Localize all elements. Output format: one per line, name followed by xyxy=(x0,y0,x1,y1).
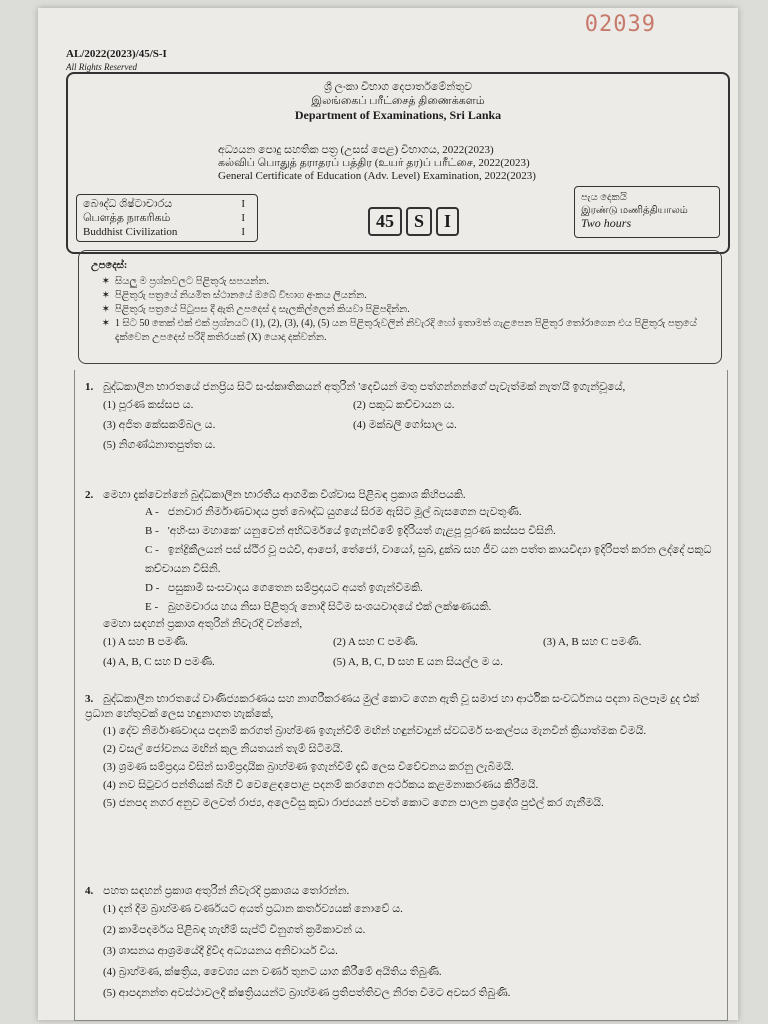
exam-paper-sheet xyxy=(38,8,738,1020)
instructions-title: උපදෙස්: xyxy=(91,260,128,271)
question-2 xyxy=(85,488,715,672)
instruction-item: ✶ 1 සිට 50 තෙක් එක් එක් ප්‍රශ්නයට (1), (2), (3), (4), (5) යන පිළිතුරුවලින් නිවැරදි හෝ ඉතාමත් ගැළපෙන පිළිතුර තෝරාගෙන එය පිළිතුරු පත්‍රයේ දැක්වෙන උපදෙස් පරිදි කතිරයක් (X) යොදා දක්වන්න. xyxy=(115,317,709,345)
answer-option: (2) කාමීපදර්මය පිළිබඳ හැඟීම් සැප්ට් විනුගත් ක්‍රමිකාවන් ය. xyxy=(103,924,366,936)
question-number: 1. xyxy=(85,381,94,393)
code-box: I xyxy=(436,207,459,236)
subject-box xyxy=(76,194,258,242)
answer-option: (5) නිගණ්ඨනාතපුත්ත ය. xyxy=(103,439,216,451)
statement-list xyxy=(145,503,715,617)
question-text: මෙහා දැක්වෙන්නේ බුද්ධකාලීන භාරතීය ආගමික විශ්වාස පිළිබඳ ප්‍රකාශ කිහිපයකි. xyxy=(103,489,466,501)
dept-sinhala: ශ්‍රී ලංකා විභාග දෙපාර්තමේන්තුව xyxy=(323,81,473,93)
answer-option: (5) ආපදානන්ත අවස්ථාවලදී ක්ෂත්‍රියයන්ට බ්‍රාහ්මණ ප්‍රතිපත්තිවල නිරත වීමට අවසර තිබුණි. xyxy=(103,987,511,999)
answer-option: (1) A සහ B පමණි. xyxy=(103,636,188,648)
subject-part: I xyxy=(241,198,245,210)
answer-option: (4) බ්‍රාහ්මණ, ක්ෂත්‍රිය, වෛශ්‍ය යන වර්ණ තුනට යාග කිරීමේ අයිතිය තිබුණි. xyxy=(103,966,442,978)
time-allowed-box xyxy=(574,186,720,238)
statement-text: පසුකාමී සංඝවාදය ගෙතෙන සම්ප්‍රදායට අයත් ඉගැන්වීමකි. xyxy=(167,582,423,594)
answer-option: (1) දේව නිර්මාණවාදය පදනම් කරගත් බ්‍රාහ්මණ ඉගැන්වීම් මඟින් හඳුන්වාදුන් ස්වධර්ම සංකල්පය මැනවින් ක්‍රියාත්මක වීමයි. xyxy=(103,725,647,737)
statement-letter: E - xyxy=(145,601,159,613)
answer-option: (4) A, B, C සහ D පමණි. xyxy=(103,656,215,668)
time-sinhala: පැය දෙකයි xyxy=(581,192,627,203)
statement-item xyxy=(145,503,715,522)
time-english: Two hours xyxy=(581,216,632,230)
subject-sinhala: බෞද්ධ ශිෂ්ටාචාරය xyxy=(83,198,173,210)
subject-tamil: பௌத்த நாகரிகம் xyxy=(83,212,171,224)
question-text: පහත සඳහන් ප්‍රකාශ අතුරින් නිවැරදි ප්‍රකාශය තෝරන්න. xyxy=(103,885,350,897)
answer-option: (3) ශාසනය ආශ්‍රමයේදී ද්‍රිවිද අධ්‍යයනය අනිවාර්ය විය. xyxy=(103,945,338,957)
answer-option: (1) පූරණ කස්සප ය. xyxy=(103,399,194,411)
copyright-line: All Rights Reserved xyxy=(66,62,137,72)
instructions-list xyxy=(91,275,709,345)
answer-option: (3) A, B සහ C පමණි. xyxy=(543,636,642,648)
exam-english: General Certificate of Education (Adv. Level) Examination, 2022(2023) xyxy=(218,170,536,182)
answer-option: (1) දන් දීම බ්‍රාහ්මණ වර්ණයට අයත් ප්‍රධාන කර්තව්‍යයක් නොවේ ය. xyxy=(103,903,403,915)
answer-option: (2) වසල් ජෝවනය මඟින් කුල නියතයන් තැම් සිටීමයි. xyxy=(103,743,343,755)
exam-tamil: கல்விப் பொதுத் தராதரப் பத்திர (உயர் தர)ப் பரீட்சை, 2022(2023) xyxy=(218,157,530,169)
question-number: 2. xyxy=(85,489,94,501)
answer-option: (4) නව සිටුවර පන්තියක් බිහි වී වෙළෙඳපොළ පදනම් කරගෙන අර්ථකය කළමනාකරණය කිරීමයි. xyxy=(103,779,539,791)
instruction-item: ✶ පිළිතුරු පත්‍රයේ නියමිත ස්ථානයේ ඔබේ විභාග අංකය ලියන්න. xyxy=(115,289,709,303)
question-3 xyxy=(85,692,715,812)
subject-part: I xyxy=(241,226,245,238)
statement-item xyxy=(145,541,715,579)
statement-letter: D - xyxy=(145,582,160,594)
subject-english: Buddhist Civilization xyxy=(83,226,178,238)
dept-english: Department of Examinations, Sri Lanka xyxy=(294,108,502,122)
statement-text: 'අහිංසා මහාකෙ' යනුවෙන් අභිධර්මයේ ඉගැන්වීමේ ඉදිරියත් ගැළපූ පූරණ කස්සප විසිනි. xyxy=(167,525,556,537)
statement-item xyxy=(145,579,715,598)
answer-option: (2) A සහ C පමණි. xyxy=(333,636,418,648)
answer-option: (3) ශ්‍රමණ සම්ප්‍රදාය විසින් සාම්ප්‍රදායික බ්‍රාහ්මණ ඉගැන්වීම් දැඩි ලෙස විවේචනය කරනු ලැබීමයි. xyxy=(103,761,514,773)
question-4 xyxy=(85,884,715,1004)
exam-sinhala: අධ්‍යයන පොදු සහතික පත්‍ර (උසස් පෙළ) විභාගය, 2022(2023) xyxy=(218,144,494,156)
time-tamil: இரண்டு மணித்தியாலம் xyxy=(581,205,688,216)
paper-header-box xyxy=(66,72,730,254)
questions-area xyxy=(74,370,728,1021)
statement-letter: C - xyxy=(145,544,159,556)
question-text: බුද්ධකාලීන භාරතයේ වාණිජ්‍යකරණය සහ නාගරීකරණය මුල් කොට ගෙන ඇති වූ සමාජ හා ආර්ථික සංවර්ධනය පදනා බලපෑම දුද එක් ප්‍රධාන හේතුවක් ලෙස හඳුනාගත හැක්කේ, xyxy=(85,693,700,720)
code-box: 45 xyxy=(368,207,402,236)
statement-text: බුහමචාරය හය නිසා පිළිතුරු නොදී සිටීම සංශයවාදයේ එක් ලක්ෂණයකි. xyxy=(167,601,492,613)
statement-item xyxy=(145,522,715,541)
answer-options xyxy=(103,722,715,812)
answer-options xyxy=(103,395,715,455)
dept-tamil: இலங்கைப் பரீட்சைத் திணைக்களம் xyxy=(311,95,485,107)
question-number: 4. xyxy=(85,885,94,897)
answer-option: (5) A, B, C, D සහ E යන සියල්ල ම ය. xyxy=(333,656,503,668)
instruction-item: ✶ පිළිතුරු පත්‍රයේ පිටුපස දී ඇති උපදෙස් ද සැලකිල්ලෙන් කියවා පිළිපදින්න. xyxy=(115,303,709,317)
department-title xyxy=(68,80,728,122)
answer-option: (4) මක්ඛලී ගෝසාල ය. xyxy=(353,419,457,431)
answer-options xyxy=(103,899,715,1004)
statement-letter: B - xyxy=(145,525,159,537)
instruction-item: ✶ සියලු ම ප්‍රශ්නවලට පිළිතුරු සපයන්න. xyxy=(115,275,709,289)
question-number: 3. xyxy=(85,693,94,705)
instructions-box xyxy=(78,250,722,364)
statement-text: ජනවාර නිර්මාණවාදය ප්‍රත් බෞද්ධ යුගයේ සිරම ඇසිට මූල් බැසගෙන පැවතුණි. xyxy=(167,506,522,518)
code-box: S xyxy=(406,207,432,236)
question-prompt: මෙහා සඳහන් ප්‍රකාශ අතුරින් නිවැරදි වන්නේ, xyxy=(103,618,303,630)
statement-item xyxy=(145,598,715,617)
answer-option: (2) පකුධ කච්චායන ය. xyxy=(353,399,455,411)
subject-part: I xyxy=(241,212,245,224)
statement-letter: A - xyxy=(145,506,159,518)
statement-text: ඉන්ද්‍රිකීලයන් පස් ස්ථිර වූ පඨවි, ආපෝ, තේජෝ, වායෝ, සුඛ, දුක්ඛ සහ ජීව යන පත්ත කායවිද්‍යා ඉදිරිපත් කරන ලද්දේ පකුධ කච්චායන විසිනි. xyxy=(145,544,712,575)
paper-code: AL/2022(2023)/45/S-I xyxy=(66,48,167,60)
answer-option: (5) ජනපද නගර අනුව මලවත් රාජ්‍ය, අලෙවිසු කුඩා රාජ්‍යයන් පවත් කොට ගෙන පාලන ප්‍රදේශ පුළුල් කර ගැනීමයි. xyxy=(103,797,604,809)
exam-title xyxy=(218,144,536,183)
answer-option: (3) අජිත කේසකම්බල ය. xyxy=(103,419,216,431)
question-1 xyxy=(85,380,715,455)
subject-code-boxes xyxy=(368,207,459,236)
question-text: බුද්ධකාලීන භාරතයේ ජනප්‍රිය සිටි සංස්කෘතිකයන් අතුරින් 'දෙවියන් මතු පත්ගන්නන්ගේ පැවැත්මක් නැත'යි ඉගැන්වූයේ, xyxy=(103,381,626,393)
serial-number: 02039 xyxy=(584,12,656,37)
answer-options xyxy=(103,632,715,672)
